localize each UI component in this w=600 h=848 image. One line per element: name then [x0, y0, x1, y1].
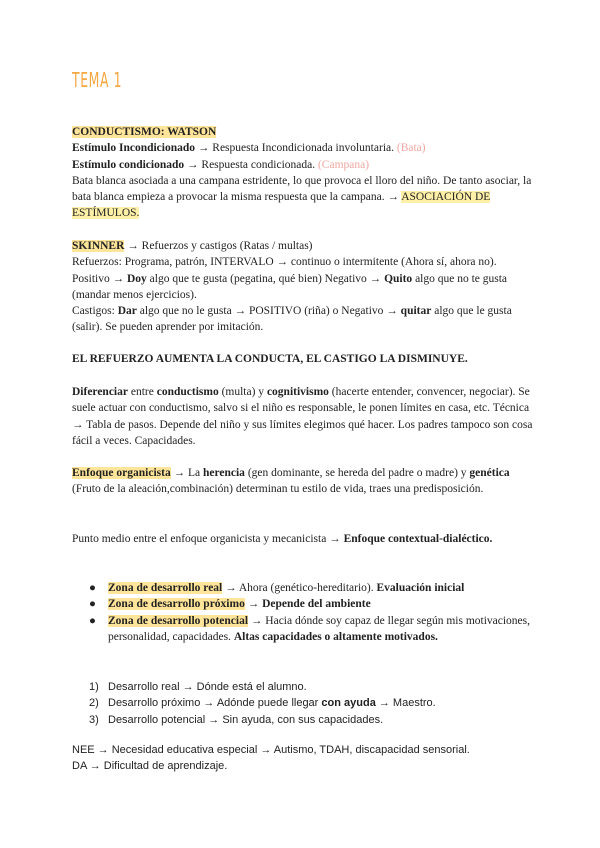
list-item: ● Zona de desarrollo potencial → Hacia dónde soy capaz de llegar según mis motivaciones, personalidad, capacidades. Altas capacidades o altamente motivados.: [89, 614, 531, 643]
page-title: TEMA 1: [72, 68, 123, 92]
organicista-paragraph: Enfoque organicista → La herencia (gen dominante, se hereda del padre o madre) y genética (Fruto de la aleación,combinación) determinan tu estilo de vida, traes una predisposición.: [72, 467, 510, 496]
list-item: 1) Desarrollo real → Dónde está el alumno.: [89, 681, 307, 693]
conductismo-heading: CONDUCTISMO: WATSON: [72, 126, 217, 138]
estimulo-incondicionado-line: Estímulo Incondicionado → Respuesta Incondicionada involuntaria. (Bata): [72, 142, 426, 155]
list-item: 2) Desarrollo próximo → Adónde puede llegar con ayuda → Maestro.: [89, 697, 436, 710]
list-item: ● Zona de desarrollo real → Ahora (genético-hereditario). Evaluación inicial: [72, 580, 534, 596]
punto-medio-section: [72, 531, 534, 547]
refuerzo-statement: EL REFUERZO AUMENTA LA CONDUCTA, EL CASTIGO LA DISMINUYE.: [72, 353, 468, 365]
estimulo-condicionado-line: Estímulo condicionado → Respuesta condicionada. (Campana): [72, 158, 370, 171]
skinner-section: [72, 238, 534, 336]
desarrollos-list: [72, 679, 534, 728]
nee-section: [72, 742, 534, 775]
list-item: ● Zona de desarrollo próximo → Depende del ambiente: [72, 596, 534, 612]
conductismo-paragraph: Bata blanca asociada a una campana estridente, lo que provoca el lloro del niño. De tanto asociar, la bata blanca empieza a provocar la misma respuesta que la campana. → ASOCIACIÓN DE ESTÍMULOS.: [72, 174, 532, 220]
zonas-list: [72, 580, 534, 645]
bullet-icon: ●: [89, 614, 96, 627]
zonas-section: [72, 580, 534, 645]
conductismo-section: [72, 124, 534, 222]
punto-medio-paragraph: Punto medio entre el enfoque organicista y mecanicista → Enfoque contextual-dialéctico.: [72, 533, 493, 545]
organicista-section: [72, 465, 534, 498]
nee-line: NEE → Necesidad educativa especial → Autismo, TDAH, discapacidad sensorial.: [72, 744, 470, 756]
skinner-heading: SKINNER → Refuerzos y castigos (Ratas / multas): [72, 240, 313, 252]
refuerzos-paragraph: Refuerzos: Programa, patrón, INTERVALO → continuo o intermitente (Ahora sí, ahora no). Positivo → Doy algo que te gusta (pegatina, qué bien) Negativo → Quito algo que no te gusta (mandar menos ejercicios).: [72, 256, 508, 301]
refuerzo-statement-section: [72, 351, 534, 367]
list-item: 3) Desarrollo potencial → Sin ayuda, con sus capacidades.: [89, 713, 384, 726]
diferenciar-section: [72, 384, 534, 449]
castigos-paragraph: Castigos: Dar algo que no le gusta → POSITIVO (riña) o Negativo → quitar algo que le gusta (salir). Se pueden aprender por imitación.: [72, 305, 512, 334]
bullet-icon: ●: [89, 582, 96, 594]
da-line: DA → Dificultad de aprendizaje.: [72, 760, 228, 773]
diferenciar-paragraph: Diferenciar entre conductismo (multa) y cognitivismo (hacerte entender, convencer, negociar). Se suele actuar con conductismo, salvo si el niño es responsable, le ponen límites en casa, etc. Técnica → Tabla de pasos. Depende del niño y sus límites elegimos qué hacer. Los padres tampoco son cosa fácil a veces. Capacidades.: [72, 386, 533, 447]
bullet-icon: ●: [89, 598, 96, 611]
desarrollos-section: [72, 679, 534, 728]
